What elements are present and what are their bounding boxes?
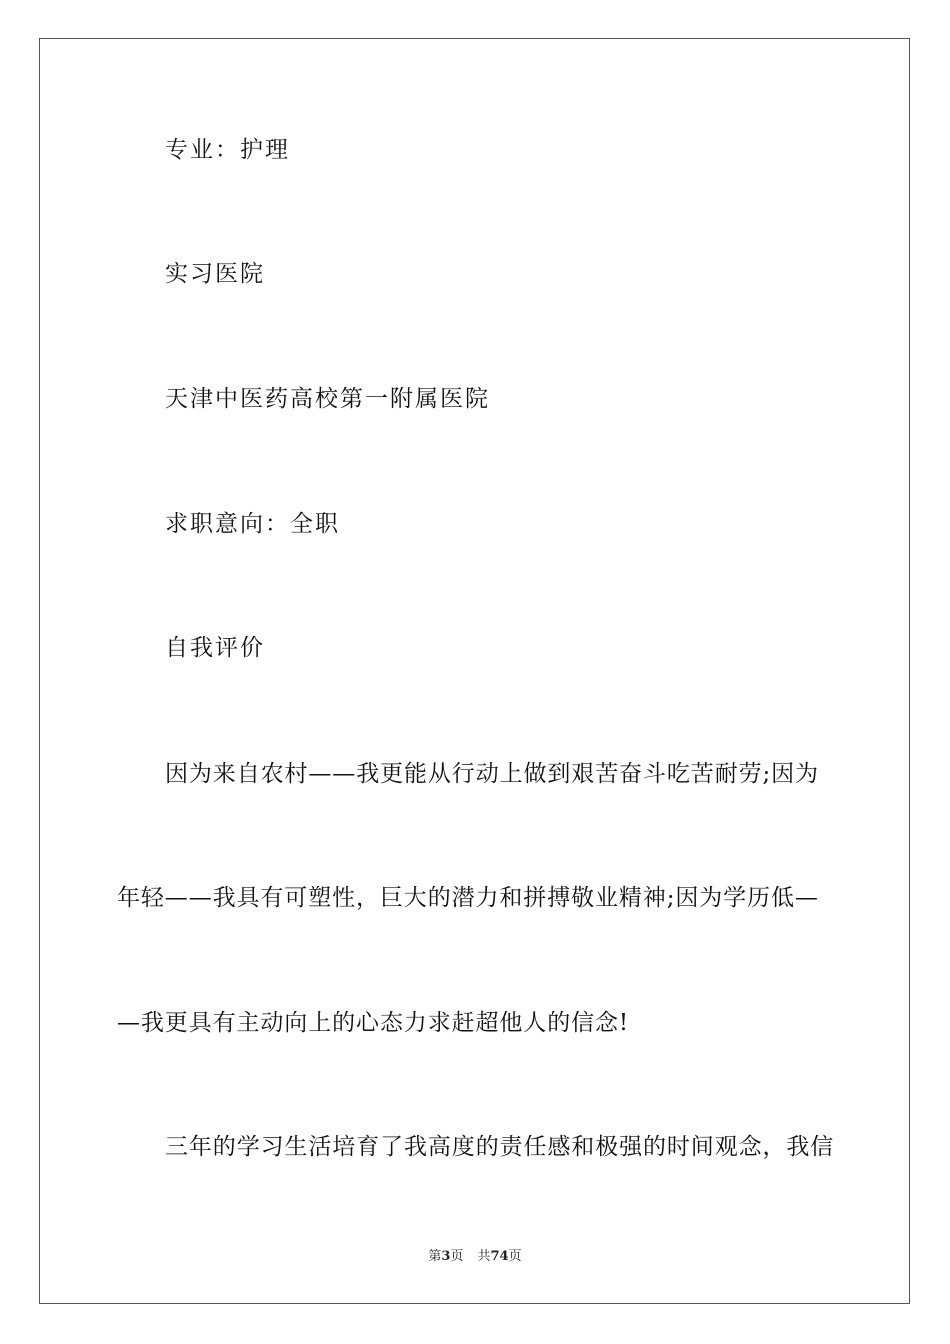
- page-footer: [0, 1248, 950, 1266]
- job-intention-line: 求职意向：全职: [165, 511, 340, 537]
- self-evaluation-heading: 自我评价: [165, 635, 265, 661]
- paragraph-line: 三年的学习生活培育了我高度的责任感和极强的时间观念，我信: [165, 1134, 835, 1160]
- paragraph-line: 因为来自农村——我更能从行动上做到艰苦奋斗吃苦耐劳;因为: [165, 761, 819, 787]
- paragraph-line: —我更具有主动向上的心态力求赶超他人的信念!: [117, 1010, 630, 1036]
- total-prefix: 共: [477, 1249, 491, 1264]
- page-suffix: 页: [450, 1249, 464, 1264]
- total-pages: 74: [490, 1249, 509, 1264]
- major-line: 专业：护理: [165, 137, 290, 163]
- page-prefix: 第: [428, 1249, 442, 1264]
- page-number: 3: [441, 1249, 451, 1264]
- internship-hospital-name: 天津中医药高校第一附属医院: [165, 386, 490, 412]
- page-border: [39, 38, 910, 1304]
- paragraph-line: 年轻——我具有可塑性，巨大的潜力和拼搏敬业精神;因为学历低—: [117, 885, 819, 911]
- internship-hospital-heading: 实习医院: [165, 261, 265, 287]
- total-suffix: 页: [508, 1249, 522, 1264]
